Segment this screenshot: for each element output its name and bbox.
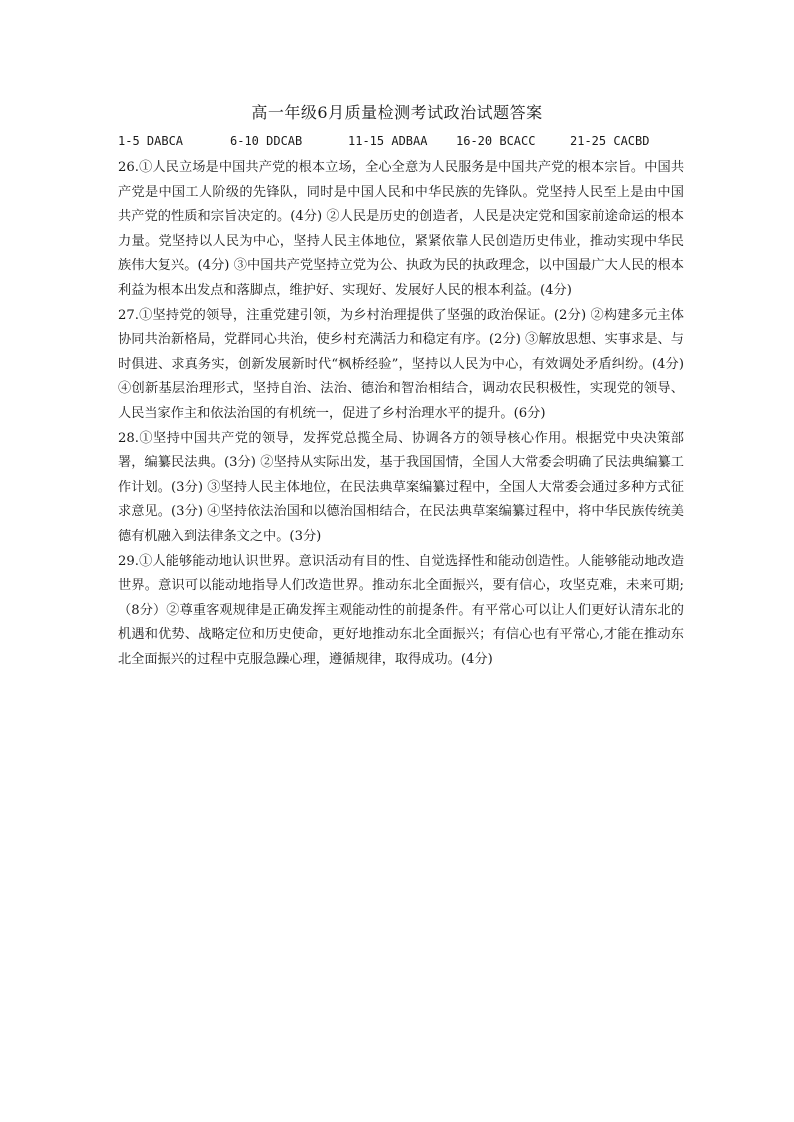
answer-group-11-15: 11-15 ADBAA [348,134,428,148]
question-26-answer: 26.①人民立场是中国共产党的根本立场，全心全意为人民服务是中国共产党的根本宗旨。中国共产党是中国工人阶级的先锋队，同时是中国人民和中华民族的先锋队。党坚持人民至上是由中国共产党的性质和宗旨决定的。(4分) ②人民是历史的创造者，人民是决定党和国家前途命运的根本力量。党坚持以人民为中心，坚持人民主体地位，紧紧依靠人民创造历史伟业，推动实现中华民族伟大复兴。(4分) ③中国共产党坚持立党为公、执政为民的执政理念，以中国最广大人民的根本利益为根本出发点和落脚点，维护好、实现好、发展好人民的根本利益。(4分) [118,160,684,298]
answer-group-21-25: 21-25 CACBD [570,134,650,148]
choice-answers-row [118,131,678,151]
answer-group-1-5: 1-5 DABCA [118,134,184,148]
answer-group-16-20: 16-20 BCACC [456,134,536,148]
answer-body [118,156,684,672]
question-29-answer: 29.①人能够能动地认识世界。意识活动有目的性、自觉选择性和能动创造性。人能够能动地改造世界。意识可以能动地指导人们改造世界。推动东北全面振兴，要有信心，攻坚克难，未来可期;（8分）②尊重客观规律是正确发挥主观能动性的前提条件。有平常心可以让人们更好认清东北的机遇和优势、战略定位和历史使命，更好地推动东北全面振兴；有信心也有平常心,才能在推动东北全面振兴的过程中克服急躁心理，遵循规律，取得成功。(4分) [118,553,684,667]
answer-group-6-10: 6-10 DDCAB [230,134,303,148]
question-28-answer: 28.①坚持中国共产党的领导，发挥党总揽全局、协调各方的领导核心作用。根据党中央决策部署，编纂民法典。(3分) ②坚持从实际出发，基于我国国情，全国人大常委会明确了民法典编纂工作计划。(3分) ③坚持人民主体地位，在民法典草案编纂过程中，全国人大常委会通过多种方式征求意见。(3分) ④坚持依法治国和以德治国相结合，在民法典草案编纂过程中，将中华民族传统美德有机融入到法律条文之中。(3分) [118,430,684,544]
question-27-answer: 27.①坚持党的领导，注重党建引领，为乡村治理提供了坚强的政治保证。(2分) ②构建多元主体协同共治新格局，党群同心共治，使乡村充满活力和稳定有序。(2分) ③解放思想、实事求是、与时俱进、求真务实，创新发展新时代“枫桥经验”，坚持以人民为中心，有效调处矛盾纠纷。(4分) ④创新基层治理形式，坚持自治、法治、德治和智治相结合，调动农民积极性，实现党的领导、人民当家作主和依法治国的有机统一，促进了乡村治理水平的提升。(6分) [118,307,684,421]
document-title: 高一年级6月质量检测考试政治试题答案 [251,103,543,122]
